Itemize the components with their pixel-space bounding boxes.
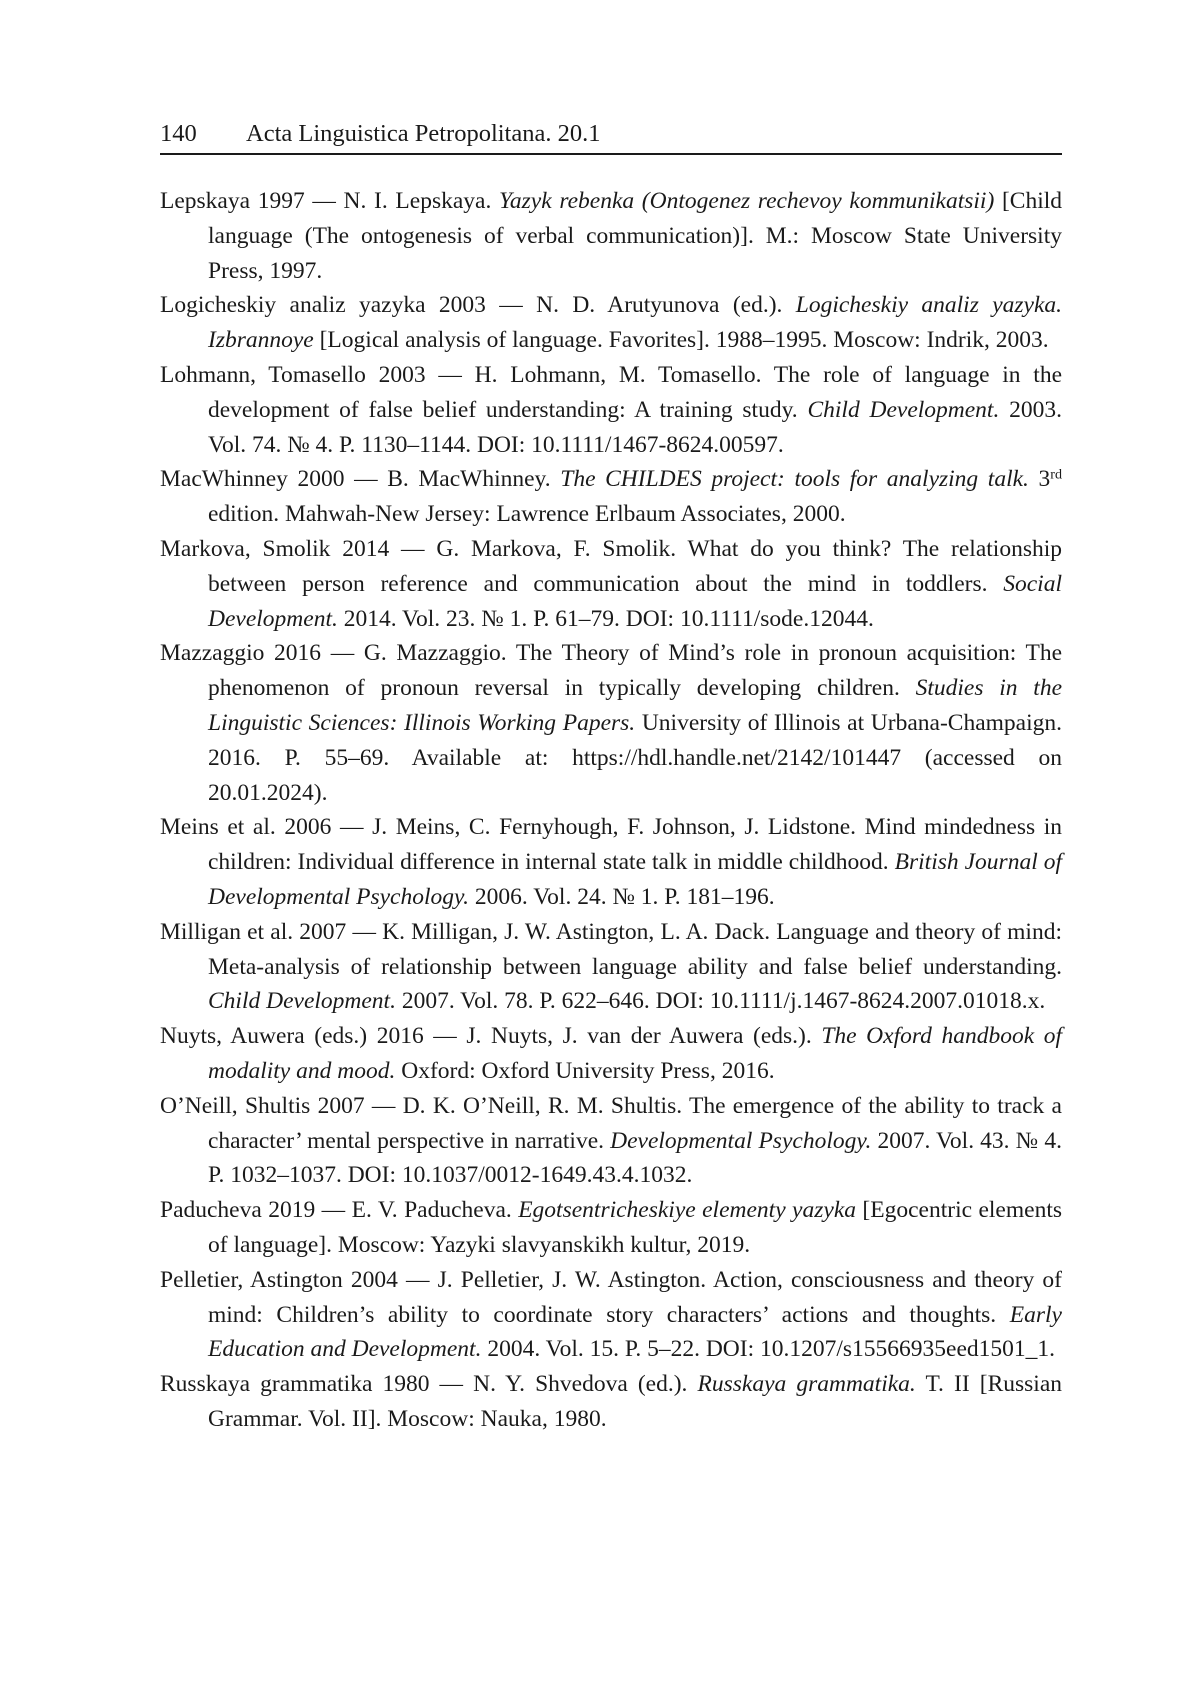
ref-details: 2014. Vol. 23. № 1. P. 61–79. DOI: 10.1111/sode.12044. [337,605,874,632]
ref-title: Developmental Psychology. [610,1127,872,1154]
ref-key: O’Neill, Shultis 2007 [160,1092,365,1119]
ref-key: Nuyts, Auwera (eds.) 2016 [160,1023,424,1050]
ref-details: edition. Mahwah-New Jersey: Lawrence Erlbaum Associates, 2000. [208,501,846,528]
ref-key: Pelletier, Astington 2004 [160,1266,398,1293]
reference-entry: Lohmann, Tomasello 2003 — H. Lohmann, M. Tomasello. The role of language in the development of false belief understanding: A training study. Child Development. 2003. Vol. 74. № 4. P. 1130–1144. DOI: 10.1111/1467-8624.00597. [160,361,1063,458]
ref-authors: N. I. Lepskaya. [343,188,499,214]
ref-key: Mazzaggio 2016 [160,640,322,667]
journal-title: Acta Linguistica Petropolitana. 20.1 [246,120,601,147]
ref-key: Logicheskiy analiz yazyka 2003 [160,292,486,319]
ref-authors: E. V. Paducheva. [351,1197,519,1224]
ref-key: Markova, Smolik 2014 [160,535,390,562]
ref-title: Child Development. [208,988,396,1015]
reference-entry: Lepskaya 1997 — N. I. Lepskaya. Yazyk rebenka (Ontogenez rechevoy kommunikatsii) [Child language (The ontogenesis of verbal communication)]. M.: Moscow State University Press, 1997. [160,188,1063,284]
ref-title: Early Education and Development. [208,1301,1062,1363]
reference-entry: Nuyts, Auwera (eds.) 2016 — J. Nuyts, J. van der Auwera (eds.). The Oxford handbook of modality and mood. Oxford: Oxford University Press, 2016. [160,1023,1063,1084]
ref-key: Russkaya grammatika 1980 [160,1371,430,1398]
reference-entry: Meins et al. 2006 — J. Meins, C. Fernyhough, F. Johnson, J. Lidstone. Mind mindedness in children: Individual difference in internal state talk in middle childhood. British Journal of Developmental Psychology. 2006. Vol. 24. № 1. P. 181–196. [160,814,1063,910]
ref-authors: D. K. O’Neill, R. M. Shultis. The emergence of the ability to track a character’ mental perspective in narrative. [208,1092,1062,1154]
ref-details: 2007. Vol. 78. P. 622–646. DOI: 10.1111/j.1467-8624.2007.01018.x. [395,988,1046,1015]
ref-details: 2004. Vol. 15. P. 5–22. DOI: 10.1207/s15566935eed1501_1. [481,1336,1056,1363]
ref-title: The CHILDES project: tools for analyzing talk. [560,466,1029,493]
reference-list [160,184,1062,1437]
ref-title: Studies in the Linguistic Sciences: Illinois Working Papers. [208,675,1063,736]
ref-title: Russkaya grammatika. [697,1371,916,1398]
ref-key: MacWhinney 2000 [160,466,345,493]
ref-details: University of Illinois at Urbana-Champaign. 2016. P. 55–69. Available at: https://hdl.handle.net/2142/101447 (accessed on 20.01.2024). [208,709,1062,806]
reference-entry: Mazzaggio 2016 — G. Mazzaggio. The Theory of Mind’s role in pronoun acquisition: The phenomenon of pronoun reversal in typically developing children. Studies in the Linguistic Sciences: Illinois Working Papers. University of Illinois at Urbana-Champaign. 2016. P. 55–69. Available at: https://hdl.handle.net/2142/101447 (accessed on 20.01.2024). [160,640,1063,806]
reference-entry: Russkaya grammatika 1980 — N. Y. Shvedova (ed.). Russkaya grammatika. T. II [Russian Grammar. Vol. II]. Moscow: Nauka, 1980. [160,1371,1062,1432]
ref-authors: G. Markova, F. Smolik. What do you think? The relationship between person reference and communication about the mind in toddlers. [208,535,1062,597]
ref-title: Child Development. [807,396,1000,423]
reference-entry: Logicheskiy analiz yazyka 2003 — N. D. Arutyunova (ed.). Logicheskiy analiz yazyka. Izbrannoye [Logical analysis of language. Favorites]. 1988–1995. Moscow: Indrik, 2003. [160,292,1063,354]
reference-entry: Paducheva 2019 — E. V. Paducheva. Egotsentricheskiye elementy yazyka [Egocentric elements of language]. Moscow: Yazyki slavyanskikh kultur, 2019. [160,1197,1062,1258]
reference-entry: Milligan et al. 2007 — K. Milligan, J. W. Astington, L. A. Dack. Language and theory of mind: Meta-analysis of relationship between language ability and false belief understanding. Child Development. 2007. Vol. 78. P. 622–646. DOI: 10.1111/j.1467-8624.2007.01018.x. [160,918,1062,1015]
ref-edition-suffix: rd [1050,466,1063,483]
ref-authors: J. Meins, C. Fernyhough, F. Johnson, J. Lidstone. Mind mindedness in children: Individual difference in internal state talk in middle childhood. [208,814,1063,876]
ref-edition-number: 3 [1028,466,1051,493]
ref-authors: B. MacWhinney. [387,466,561,493]
reference-entry: Pelletier, Astington 2004 — J. Pelletier, J. W. Astington. Action, consciousness and theory of mind: Children’s ability to coordinate story characters’ actions and thoughts. Early Education and Development. 2004. Vol. 15. P. 5–22. DOI: 10.1207/s15566935eed1501_1. [160,1266,1062,1363]
page-number: 140 [160,120,197,147]
ref-details: [Logical analysis of language. Favorites]. 1988–1995. Moscow: Indrik, 2003. [313,327,1049,354]
ref-details: 2003. Vol. 74. № 4. P. 1130–1144. DOI: 10.1111/1467-8624.00597. [208,396,1062,458]
ref-key: Meins et al. 2006 [160,814,332,841]
ref-authors: N. Y. Shvedova (ed.). [473,1371,698,1398]
ref-title: British Journal of Developmental Psychology. [208,849,1062,910]
ref-details: [Egocentric elements of language]. Moscow: Yazyki slavyanskikh kultur, 2019. [208,1197,1062,1258]
ref-title: Social Development. [208,570,1062,632]
ref-details: Oxford: Oxford University Press, 2016. [395,1057,775,1084]
ref-title: Egotsentricheskiye elementy yazyka [518,1197,856,1224]
ref-key: Paducheva 2019 [160,1197,316,1224]
ref-authors: G. Mazzaggio. The Theory of Mind’s role in pronoun acquisition: The phenomenon of pronoun reversal in typically developing children. [208,640,1063,702]
ref-authors: H. Lohmann, M. Tomasello. The role of language in the development of false belief understanding: A training study. [208,361,1063,423]
ref-title: Logicheskiy analiz yazyka. Izbrannoye [208,292,1063,354]
ref-details: 2006. Vol. 24. № 1. P. 181–196. [469,883,775,910]
ref-details: 2007. Vol. 43. № 4. P. 1032–1037. DOI: 10.1037/0012-1649.43.4.1032. [208,1127,1063,1189]
ref-key: Lepskaya 1997 [160,188,305,214]
ref-authors: K. Milligan, J. W. Astington, L. A. Dack. Language and theory of mind: Meta-analysis of relationship between language ability and false belief understanding. [208,918,1062,980]
ref-authors: J. Nuyts, J. van der Auwera (eds.). [466,1023,822,1050]
ref-authors: J. Pelletier, J. W. Astington. Action, consciousness and theory of mind: Children’s ability to coordinate story characters’ actions and thoughts. [208,1266,1062,1328]
reference-entry: O’Neill, Shultis 2007 — D. K. O’Neill, R. M. Shultis. The emergence of the ability to track a character’ mental perspective in narrative. Developmental Psychology. 2007. Vol. 43. № 4. P. 1032–1037. DOI: 10.1037/0012-1649.43.4.1032. [160,1092,1063,1189]
ref-details: T. II [Russian Grammar. Vol. II]. Moscow: Nauka, 1980. [208,1371,1062,1432]
reference-entry: Markova, Smolik 2014 — G. Markova, F. Smolik. What do you think? The relationship between person reference and communication about the mind in toddlers. Social Development. 2014. Vol. 23. № 1. P. 61–79. DOI: 10.1111/sode.12044. [160,535,1062,632]
ref-key: Milligan et al. 2007 [160,918,347,945]
ref-title: Yazyk rebenka (Ontogenez rechevoy kommunikatsii) [499,188,995,214]
running-head [160,118,1062,155]
ref-key: Lohmann, Tomasello 2003 [160,361,426,388]
ref-title: The Oxford handbook of modality and mood. [208,1023,1063,1084]
ref-authors: N. D. Arutyunova (ed.). [536,292,796,319]
reference-entry: MacWhinney 2000 — B. MacWhinney. The CHILDES project: tools for analyzing talk. 3rd edition. Mahwah-New Jersey: Lawrence Erlbaum Associates, 2000. [160,466,1063,528]
ref-details: [Child language (The ontogenesis of verbal communication)]. M.: Moscow State University Press, 1997. [208,188,1063,284]
